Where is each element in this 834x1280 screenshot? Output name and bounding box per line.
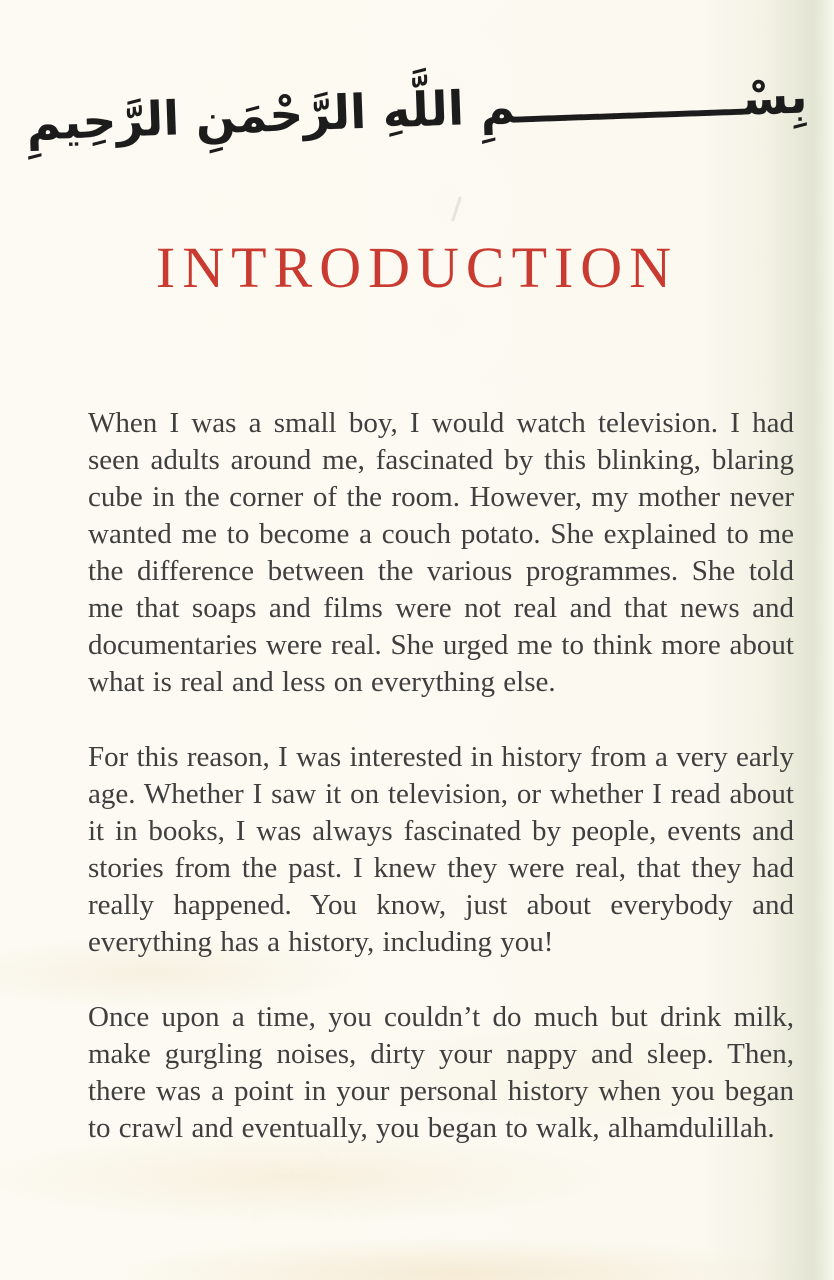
chapter-title: INTRODUCTION [155,235,679,300]
paragraph-once-upon-a-time: Once upon a time, you couldn’t do much but drink milk, make gurgling noises, dirty your nappy and sleep. Then, there was a point in your personal history when you began to crawl and eventually, you began to walk, alhamdulillah. [88,1001,794,1144]
scan-artifact-speck [451,196,462,222]
paragraph-history-interest: For this reason, I was interested in history from a very early age. Whether I saw it on television, or whether I read about it in books, I was always fascinated by people, events and stories from the past. I knew they were real, that they had really happened. You know, just about everybody and everything has a history, including you! [88,741,794,958]
bismillah-calligraphy: بِسْــــــــــــــمِ اللَّهِ الرَّحْمَنِ الرَّحِيمِ [25,69,809,152]
body-text-block [88,405,794,1185]
paragraph-television: When I was a small boy, I would watch television. I had seen adults around me, fascinated by this blinking, blaring cube in the corner of the room. However, my mother never wanted me to become a couch potato. She explained to me the difference between the various programmes. She told me that soaps and films were not real and that news and documentaries were real. She urged me to think more about what is real and less on everything else. [88,407,794,698]
